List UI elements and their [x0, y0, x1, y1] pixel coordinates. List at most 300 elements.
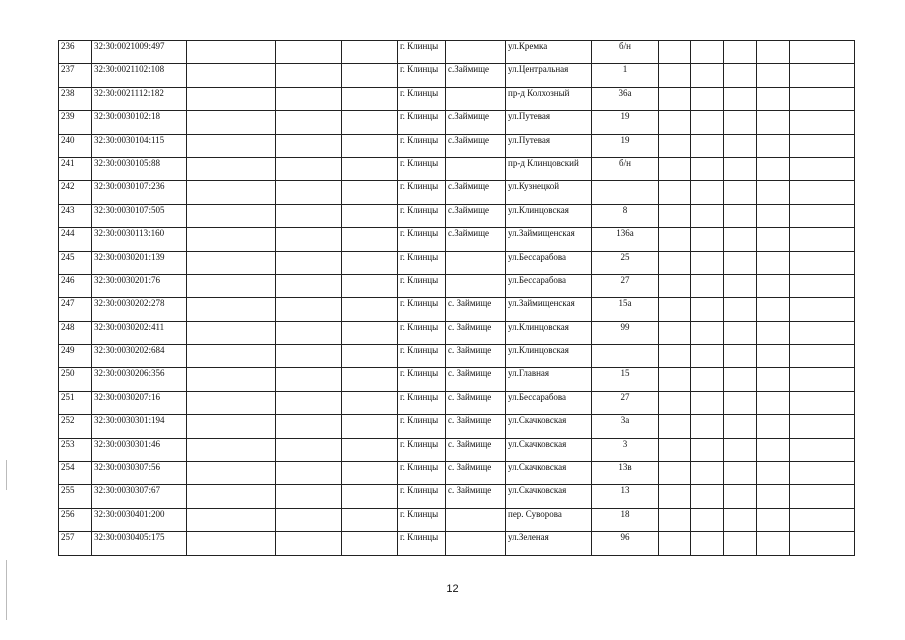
cell-empty — [790, 181, 855, 204]
cell-empty — [342, 157, 398, 180]
cell-empty — [724, 415, 757, 438]
cell-empty — [342, 298, 398, 321]
cell-empty — [757, 157, 790, 180]
cell-empty — [790, 204, 855, 227]
cell-empty — [790, 391, 855, 414]
cell-empty — [757, 87, 790, 110]
cell-cadastral-number: 32:30:0030113:160 — [92, 228, 187, 251]
cell-village: с. Займище — [446, 462, 506, 485]
cell-village: с. Займище — [446, 485, 506, 508]
cell-empty — [187, 321, 276, 344]
cell-empty — [187, 508, 276, 531]
cell-village: с. Займище — [446, 321, 506, 344]
cell-empty — [659, 345, 691, 368]
cell-street: ул.Займищенская — [506, 228, 592, 251]
cell-street: пер. Суворова — [506, 508, 592, 531]
cell-village: с.Займище — [446, 64, 506, 87]
cell-village: с. Займище — [446, 345, 506, 368]
cell-empty — [691, 274, 724, 297]
cell-street: ул.Бессарабова — [506, 391, 592, 414]
cell-empty — [659, 87, 691, 110]
cell-empty — [724, 321, 757, 344]
cell-empty — [276, 368, 342, 391]
cell-house-number: 19 — [592, 111, 659, 134]
table-body — [59, 41, 855, 556]
cell-cadastral-number: 32:30:0030206:356 — [92, 368, 187, 391]
cell-empty — [276, 87, 342, 110]
cell-row-number: 246 — [59, 274, 92, 297]
cell-empty — [659, 438, 691, 461]
table-row — [59, 438, 855, 461]
cell-street: ул.Скачковская — [506, 415, 592, 438]
cell-row-number: 240 — [59, 134, 92, 157]
cell-empty — [724, 87, 757, 110]
cell-empty — [724, 462, 757, 485]
cell-empty — [724, 111, 757, 134]
cell-empty — [724, 532, 757, 555]
cell-village: с. Займище — [446, 438, 506, 461]
cell-empty — [757, 532, 790, 555]
cell-city: г. Клинцы — [398, 228, 446, 251]
cell-empty — [724, 134, 757, 157]
cell-cadastral-number: 32:30:0021102:108 — [92, 64, 187, 87]
cell-empty — [276, 111, 342, 134]
cell-empty — [276, 508, 342, 531]
cell-row-number: 247 — [59, 298, 92, 321]
cell-cadastral-number: 32:30:0030207:16 — [92, 391, 187, 414]
cell-house-number: 99 — [592, 321, 659, 344]
table-row — [59, 181, 855, 204]
cell-empty — [757, 111, 790, 134]
cell-cadastral-number: 32:30:0030202:684 — [92, 345, 187, 368]
table-row — [59, 134, 855, 157]
cell-empty — [187, 111, 276, 134]
cell-empty — [691, 508, 724, 531]
cell-house-number: 3 — [592, 438, 659, 461]
cell-empty — [276, 251, 342, 274]
cell-empty — [659, 391, 691, 414]
cell-city: г. Клинцы — [398, 438, 446, 461]
cell-house-number: 3а — [592, 415, 659, 438]
cell-empty — [659, 415, 691, 438]
cell-row-number: 243 — [59, 204, 92, 227]
cell-house-number: 13 — [592, 485, 659, 508]
cell-empty — [790, 228, 855, 251]
cell-empty — [276, 204, 342, 227]
cell-empty — [724, 438, 757, 461]
cell-empty — [790, 41, 855, 64]
cell-empty — [757, 485, 790, 508]
cell-empty — [659, 485, 691, 508]
cell-empty — [691, 462, 724, 485]
cell-empty — [342, 134, 398, 157]
cell-empty — [790, 274, 855, 297]
cell-empty — [790, 134, 855, 157]
cell-empty — [187, 64, 276, 87]
cell-empty — [757, 228, 790, 251]
cell-street: ул.Зеленая — [506, 532, 592, 555]
cell-row-number: 249 — [59, 345, 92, 368]
cell-empty — [659, 532, 691, 555]
table-row — [59, 64, 855, 87]
cell-row-number: 250 — [59, 368, 92, 391]
cell-empty — [342, 64, 398, 87]
cell-empty — [691, 251, 724, 274]
cell-empty — [757, 298, 790, 321]
cell-street: ул.Путевая — [506, 134, 592, 157]
cell-cadastral-number: 32:30:0030401:200 — [92, 508, 187, 531]
cell-city: г. Клинцы — [398, 204, 446, 227]
cell-empty — [757, 462, 790, 485]
table-row — [59, 274, 855, 297]
cell-empty — [790, 157, 855, 180]
cell-empty — [757, 508, 790, 531]
cell-empty — [276, 415, 342, 438]
cell-empty — [659, 111, 691, 134]
table-row — [59, 391, 855, 414]
table-row — [59, 368, 855, 391]
cell-empty — [276, 298, 342, 321]
table-row — [59, 157, 855, 180]
cell-house-number: б/н — [592, 157, 659, 180]
cell-empty — [342, 41, 398, 64]
cell-row-number: 238 — [59, 87, 92, 110]
cell-street: пр-д Колхозный — [506, 87, 592, 110]
cell-house-number: 15 — [592, 368, 659, 391]
cell-empty — [276, 134, 342, 157]
cell-cadastral-number: 32:30:0030107:505 — [92, 204, 187, 227]
table-row — [59, 415, 855, 438]
cell-empty — [757, 181, 790, 204]
cell-empty — [342, 204, 398, 227]
cell-village — [446, 251, 506, 274]
cell-city: г. Клинцы — [398, 532, 446, 555]
cell-house-number: 18 — [592, 508, 659, 531]
cell-empty — [187, 134, 276, 157]
cell-cadastral-number: 32:30:0030301:194 — [92, 415, 187, 438]
scan-edge-mark — [6, 460, 7, 490]
cell-empty — [691, 41, 724, 64]
cell-city: г. Клинцы — [398, 41, 446, 64]
cell-cadastral-number: 32:30:0030104:115 — [92, 134, 187, 157]
table-row — [59, 298, 855, 321]
cell-empty — [659, 228, 691, 251]
cell-city: г. Клинцы — [398, 508, 446, 531]
cell-empty — [659, 508, 691, 531]
cell-empty — [187, 368, 276, 391]
cell-empty — [276, 64, 342, 87]
cell-cadastral-number: 32:30:0030307:56 — [92, 462, 187, 485]
cell-city: г. Клинцы — [398, 485, 446, 508]
cell-cadastral-number: 32:30:0030307:67 — [92, 485, 187, 508]
cell-street: ул.Скачковская — [506, 462, 592, 485]
cell-empty — [790, 251, 855, 274]
cell-street: ул.Бессарабова — [506, 274, 592, 297]
cell-city: г. Клинцы — [398, 274, 446, 297]
cell-empty — [790, 368, 855, 391]
cell-empty — [187, 532, 276, 555]
cell-empty — [342, 508, 398, 531]
cell-house-number: 25 — [592, 251, 659, 274]
cell-empty — [342, 415, 398, 438]
table-row — [59, 204, 855, 227]
cell-empty — [342, 532, 398, 555]
cell-empty — [724, 204, 757, 227]
cell-empty — [659, 204, 691, 227]
cell-empty — [790, 345, 855, 368]
cell-empty — [659, 368, 691, 391]
cell-row-number: 252 — [59, 415, 92, 438]
cell-empty — [691, 485, 724, 508]
cell-village — [446, 274, 506, 297]
cell-empty — [691, 391, 724, 414]
cell-city: г. Клинцы — [398, 391, 446, 414]
cell-village — [446, 508, 506, 531]
cell-empty — [757, 41, 790, 64]
cell-empty — [691, 181, 724, 204]
cell-empty — [276, 391, 342, 414]
cell-house-number: 27 — [592, 391, 659, 414]
cell-cadastral-number: 32:30:0030105:88 — [92, 157, 187, 180]
table-row — [59, 462, 855, 485]
cell-empty — [724, 157, 757, 180]
cell-city: г. Клинцы — [398, 345, 446, 368]
cell-empty — [276, 532, 342, 555]
cell-village: с. Займище — [446, 391, 506, 414]
cell-empty — [342, 274, 398, 297]
cell-empty — [276, 462, 342, 485]
cell-empty — [187, 391, 276, 414]
cell-empty — [724, 298, 757, 321]
cell-empty — [187, 298, 276, 321]
cell-village: с.Займище — [446, 204, 506, 227]
cell-cadastral-number: 32:30:0030301:46 — [92, 438, 187, 461]
cell-empty — [342, 485, 398, 508]
cell-empty — [790, 532, 855, 555]
cell-house-number: 96 — [592, 532, 659, 555]
cell-city: г. Клинцы — [398, 251, 446, 274]
cell-row-number: 242 — [59, 181, 92, 204]
cell-row-number: 254 — [59, 462, 92, 485]
cell-street: ул.Клинцовская — [506, 345, 592, 368]
register-table — [58, 40, 855, 556]
cell-cadastral-number: 32:30:0030102:18 — [92, 111, 187, 134]
cell-street: пр-д Клинцовский — [506, 157, 592, 180]
table-row — [59, 532, 855, 555]
cell-empty — [790, 438, 855, 461]
cell-row-number: 248 — [59, 321, 92, 344]
cell-empty — [790, 462, 855, 485]
cell-empty — [691, 532, 724, 555]
cell-empty — [790, 321, 855, 344]
table-row — [59, 41, 855, 64]
cell-house-number: 13в — [592, 462, 659, 485]
cell-empty — [187, 204, 276, 227]
table-row — [59, 508, 855, 531]
cell-cadastral-number: 32:30:0021112:182 — [92, 87, 187, 110]
cell-row-number: 255 — [59, 485, 92, 508]
cell-empty — [276, 321, 342, 344]
table-row — [59, 321, 855, 344]
cell-village: с.Займище — [446, 181, 506, 204]
cell-empty — [659, 64, 691, 87]
cell-empty — [659, 321, 691, 344]
cell-empty — [187, 485, 276, 508]
cell-city: г. Клинцы — [398, 368, 446, 391]
cell-empty — [691, 228, 724, 251]
cell-empty — [276, 181, 342, 204]
cell-row-number: 241 — [59, 157, 92, 180]
table-row — [59, 87, 855, 110]
cell-empty — [659, 251, 691, 274]
cell-empty — [187, 462, 276, 485]
cell-empty — [691, 157, 724, 180]
cell-empty — [342, 438, 398, 461]
cell-empty — [187, 274, 276, 297]
cell-city: г. Клинцы — [398, 462, 446, 485]
cell-empty — [691, 415, 724, 438]
cell-street: ул.Займищенская — [506, 298, 592, 321]
cell-street: ул.Скачковская — [506, 438, 592, 461]
cell-empty — [276, 485, 342, 508]
cell-row-number: 253 — [59, 438, 92, 461]
table-row — [59, 345, 855, 368]
cell-cadastral-number: 32:30:0030201:76 — [92, 274, 187, 297]
cell-house-number: 19 — [592, 134, 659, 157]
cell-village — [446, 157, 506, 180]
cell-empty — [276, 438, 342, 461]
cell-cadastral-number: 32:30:0021009:497 — [92, 41, 187, 64]
cell-empty — [757, 345, 790, 368]
cell-street: ул.Клинцовская — [506, 204, 592, 227]
cell-empty — [342, 251, 398, 274]
cell-empty — [342, 181, 398, 204]
cell-empty — [342, 111, 398, 134]
cell-village: с.Займище — [446, 111, 506, 134]
cell-house-number: 27 — [592, 274, 659, 297]
cell-empty — [691, 64, 724, 87]
cell-empty — [187, 345, 276, 368]
cell-cadastral-number: 32:30:0030202:411 — [92, 321, 187, 344]
cell-empty — [757, 134, 790, 157]
cell-empty — [790, 87, 855, 110]
cell-empty — [724, 228, 757, 251]
cell-empty — [724, 345, 757, 368]
cell-house-number: 1 — [592, 64, 659, 87]
cell-empty — [757, 251, 790, 274]
cell-row-number: 239 — [59, 111, 92, 134]
cell-empty — [691, 111, 724, 134]
cell-street: ул.Бессарабова — [506, 251, 592, 274]
cell-city: г. Клинцы — [398, 181, 446, 204]
cell-empty — [342, 345, 398, 368]
cell-house-number — [592, 181, 659, 204]
cell-empty — [659, 298, 691, 321]
cell-village: с. Займище — [446, 368, 506, 391]
cell-empty — [187, 438, 276, 461]
cell-empty — [724, 485, 757, 508]
cell-empty — [187, 228, 276, 251]
cell-empty — [724, 508, 757, 531]
cell-row-number: 251 — [59, 391, 92, 414]
cell-village: с. Займище — [446, 298, 506, 321]
cell-empty — [187, 181, 276, 204]
cell-row-number: 257 — [59, 532, 92, 555]
cell-empty — [691, 87, 724, 110]
cell-empty — [342, 87, 398, 110]
cell-empty — [659, 462, 691, 485]
cell-empty — [790, 415, 855, 438]
cell-empty — [790, 298, 855, 321]
cell-house-number: 8 — [592, 204, 659, 227]
table-row — [59, 485, 855, 508]
cell-empty — [790, 485, 855, 508]
cell-village: с.Займище — [446, 134, 506, 157]
cell-empty — [276, 274, 342, 297]
cell-city: г. Клинцы — [398, 415, 446, 438]
cell-empty — [724, 181, 757, 204]
cell-empty — [659, 181, 691, 204]
cell-street: ул.Кузнецкой — [506, 181, 592, 204]
cell-empty — [659, 41, 691, 64]
cell-street: ул.Кремка — [506, 41, 592, 64]
cell-empty — [724, 274, 757, 297]
cell-empty — [691, 298, 724, 321]
cell-street: ул.Клинцовская — [506, 321, 592, 344]
cell-village — [446, 87, 506, 110]
cell-empty — [691, 204, 724, 227]
cell-empty — [342, 321, 398, 344]
cell-empty — [659, 274, 691, 297]
cell-empty — [276, 345, 342, 368]
cell-village — [446, 532, 506, 555]
cell-house-number: 36а — [592, 87, 659, 110]
cell-village: с. Займище — [446, 415, 506, 438]
cell-cadastral-number: 32:30:0030201:139 — [92, 251, 187, 274]
cell-row-number: 237 — [59, 64, 92, 87]
cell-house-number: б/н — [592, 41, 659, 64]
cell-city: г. Клинцы — [398, 298, 446, 321]
cell-empty — [342, 391, 398, 414]
cell-empty — [187, 87, 276, 110]
cell-empty — [757, 391, 790, 414]
cell-row-number: 256 — [59, 508, 92, 531]
cell-empty — [691, 134, 724, 157]
cell-street: ул.Скачковская — [506, 485, 592, 508]
cell-empty — [659, 157, 691, 180]
cell-empty — [724, 64, 757, 87]
cell-empty — [757, 415, 790, 438]
cell-empty — [724, 41, 757, 64]
cell-house-number: 136а — [592, 228, 659, 251]
table-row — [59, 228, 855, 251]
cell-empty — [342, 462, 398, 485]
cell-empty — [659, 134, 691, 157]
cell-empty — [691, 438, 724, 461]
cell-empty — [724, 391, 757, 414]
cell-cadastral-number: 32:30:0030107:236 — [92, 181, 187, 204]
cell-empty — [187, 157, 276, 180]
cell-empty — [790, 111, 855, 134]
cell-empty — [276, 157, 342, 180]
cell-row-number: 244 — [59, 228, 92, 251]
cell-empty — [757, 438, 790, 461]
cell-empty — [187, 251, 276, 274]
cell-village — [446, 41, 506, 64]
cell-village: с.Займище — [446, 228, 506, 251]
cell-row-number: 236 — [59, 41, 92, 64]
cell-street: ул.Главная — [506, 368, 592, 391]
